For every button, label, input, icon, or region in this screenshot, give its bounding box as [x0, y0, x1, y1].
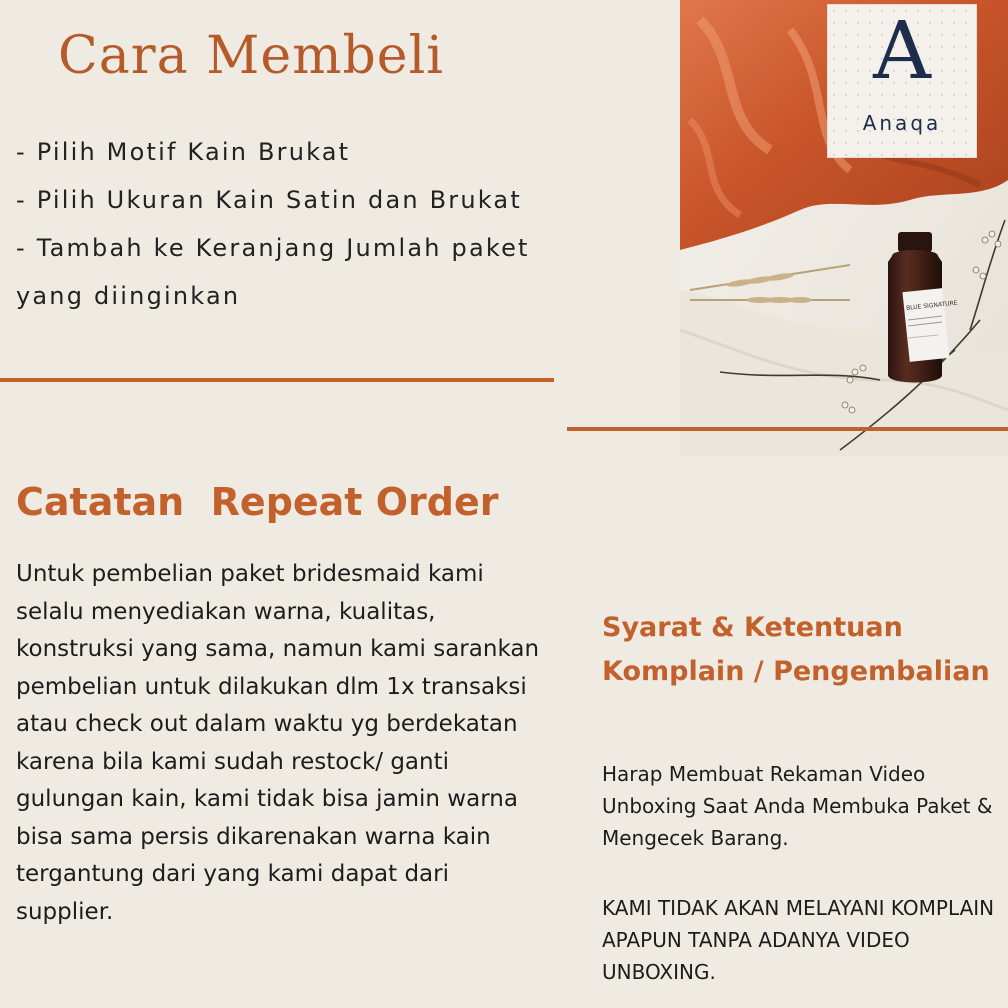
- terms-warning: KAMI TIDAK AKAN MELAYANI KOMPLAIN APAPUN TANPA ADANYA VIDEO UNBOXING.: [602, 896, 995, 984]
- how-to-buy-steps: [16, 128, 556, 320]
- step-item: - Pilih Motif Kain Brukat: [16, 138, 351, 166]
- bottle-label-text: BLUE SIGNATURE: [905, 299, 958, 312]
- step-item: - Tambah ke Keranjang Jumlah paket yang diinginkan: [16, 234, 530, 310]
- terms-body: Harap Membuat Rekaman Video Unboxing Saat Anda Membuka Paket & Mengecek Barang.: [602, 762, 993, 850]
- section-divider-right: [567, 427, 1008, 431]
- how-to-buy-title: Cara Membeli: [58, 26, 444, 86]
- logo-letter: A: [873, 4, 931, 97]
- section-divider-left: [0, 378, 554, 382]
- brand-logo: [827, 4, 977, 158]
- terms-title: Syarat & Ketentuan Komplain / Pengembalian: [602, 612, 990, 687]
- brand-name: Anaqa: [862, 111, 942, 135]
- step-item: - Pilih Ukuran Kain Satin dan Brukat: [16, 186, 522, 214]
- repeat-order-title: Catatan Repeat Order: [16, 480, 499, 524]
- repeat-order-body: Untuk pembelian paket bridesmaid kami selalu menyediakan warna, kualitas, konstruksi yang sama, namun kami sarankan pembelian untuk dilakukan dlm 1x transaksi atau check out dalam waktu yg berdekatan karena bila kami sudah restock/ ganti gulungan kain, kami tidak bisa jamin warna bisa sama persis dikarenakan warna kain tergantung dari yang kami dapat dari supplier.: [16, 561, 540, 925]
